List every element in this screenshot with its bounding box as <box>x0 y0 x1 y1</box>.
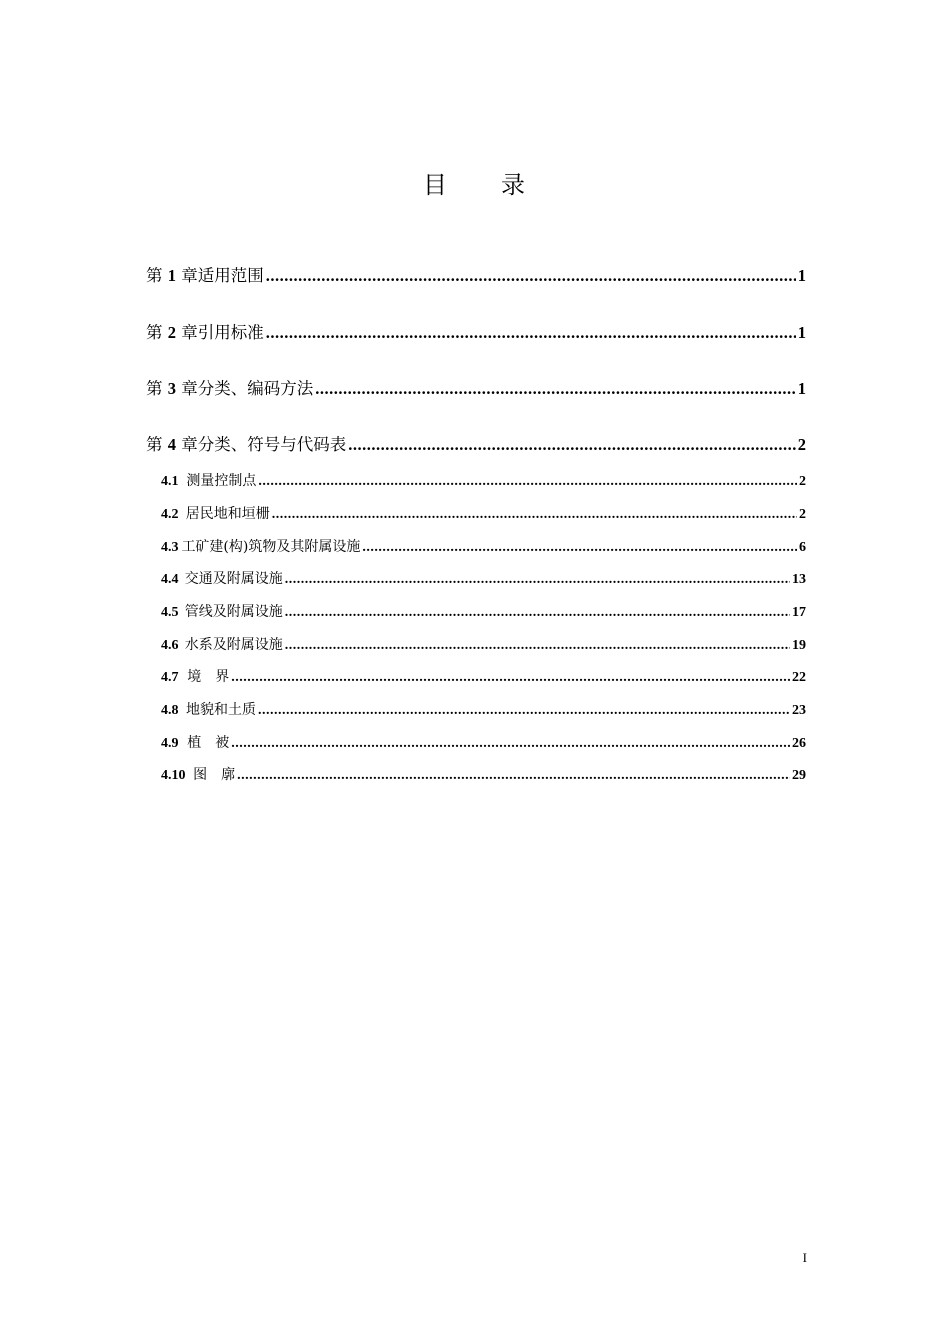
dot-leader <box>362 540 797 556</box>
dot-leader <box>258 703 790 719</box>
toc-chapter-4[interactable] <box>146 431 806 455</box>
chapter-number: 第 3 章 <box>146 379 198 398</box>
section-number: 4.4 <box>161 572 179 587</box>
section-title: 交通及附属设施 <box>184 571 283 587</box>
dot-leader <box>285 605 790 621</box>
toc-section-4-2[interactable] <box>146 503 806 523</box>
page-number: 29 <box>792 768 806 783</box>
page-number: 1 <box>797 266 806 285</box>
section-title: 境 界 <box>187 669 230 685</box>
page-number: 2 <box>797 435 806 454</box>
page-number: 1 <box>797 323 806 342</box>
section-number: 4.8 <box>161 703 179 718</box>
toc-chapter-2[interactable] <box>146 319 806 343</box>
section-number: 4.1 <box>161 474 179 489</box>
dot-leader <box>266 323 796 343</box>
chapter-title: 引用标准 <box>197 323 264 342</box>
section-number: 4.7 <box>161 670 179 685</box>
section-title: 植 被 <box>187 735 230 751</box>
section-title: 地貌和土质 <box>186 702 257 718</box>
dot-leader <box>272 507 797 523</box>
toc-title: 目 录 <box>423 171 527 199</box>
footer-page-number: I <box>802 1250 807 1265</box>
toc-chapter-1[interactable] <box>146 262 806 286</box>
dot-leader <box>285 572 790 588</box>
chapter-number: 第 4 章 <box>146 435 198 454</box>
page-number: 1 <box>797 379 806 398</box>
page-number: 22 <box>792 670 806 685</box>
section-title: 管线及附属设施 <box>184 604 283 620</box>
dot-leader <box>231 736 790 752</box>
section-title: 测量控制点 <box>186 473 257 489</box>
toc-section-4-7[interactable] <box>146 666 806 686</box>
section-number: 4.10 <box>161 768 186 783</box>
page-number: 19 <box>792 638 806 653</box>
section-title: 图 廓 <box>193 767 236 783</box>
chapter-title: 适用范围 <box>197 266 264 285</box>
chapter-number: 第 2 章 <box>146 323 198 342</box>
section-number: 4.2 <box>161 507 179 522</box>
page-number: 2 <box>799 474 806 489</box>
page-number: 23 <box>792 703 806 718</box>
toc-section-4-4[interactable] <box>146 568 806 588</box>
chapter-title: 分类、编码方法 <box>197 379 314 398</box>
dot-leader <box>237 768 790 784</box>
dot-leader <box>315 379 796 399</box>
chapter-title: 分类、符号与代码表 <box>197 435 347 454</box>
toc-chapter-3[interactable] <box>146 375 806 399</box>
section-number: 4.9 <box>161 736 179 751</box>
dot-leader <box>348 435 796 455</box>
toc-section-4-8[interactable] <box>146 699 806 719</box>
page-number: 2 <box>799 507 806 522</box>
section-number: 4.6 <box>161 638 179 653</box>
section-number: 4.5 <box>161 605 179 620</box>
toc-section-4-6[interactable] <box>146 634 806 654</box>
page-number: 26 <box>792 736 806 751</box>
toc-section-4-10[interactable] <box>146 764 806 784</box>
toc-section-4-3[interactable] <box>146 536 806 556</box>
section-title: 水系及附属设施 <box>184 637 283 653</box>
toc-section-4-1[interactable] <box>146 470 806 490</box>
page-number: 13 <box>792 572 806 587</box>
page-number: 17 <box>792 605 806 620</box>
dot-leader <box>231 670 790 686</box>
page-number: 6 <box>799 540 806 555</box>
section-title: 居民地和垣栅 <box>185 506 270 522</box>
dot-leader <box>266 266 796 286</box>
toc-section-4-9[interactable] <box>146 732 806 752</box>
chapter-number: 第 1 章 <box>146 266 198 285</box>
dot-leader <box>258 474 797 490</box>
section-number: 4.3 <box>161 540 179 555</box>
toc-section-4-5[interactable] <box>146 601 806 621</box>
dot-leader <box>285 638 790 654</box>
section-title: 工矿建(构)筑物及其附属设施 <box>181 539 361 555</box>
